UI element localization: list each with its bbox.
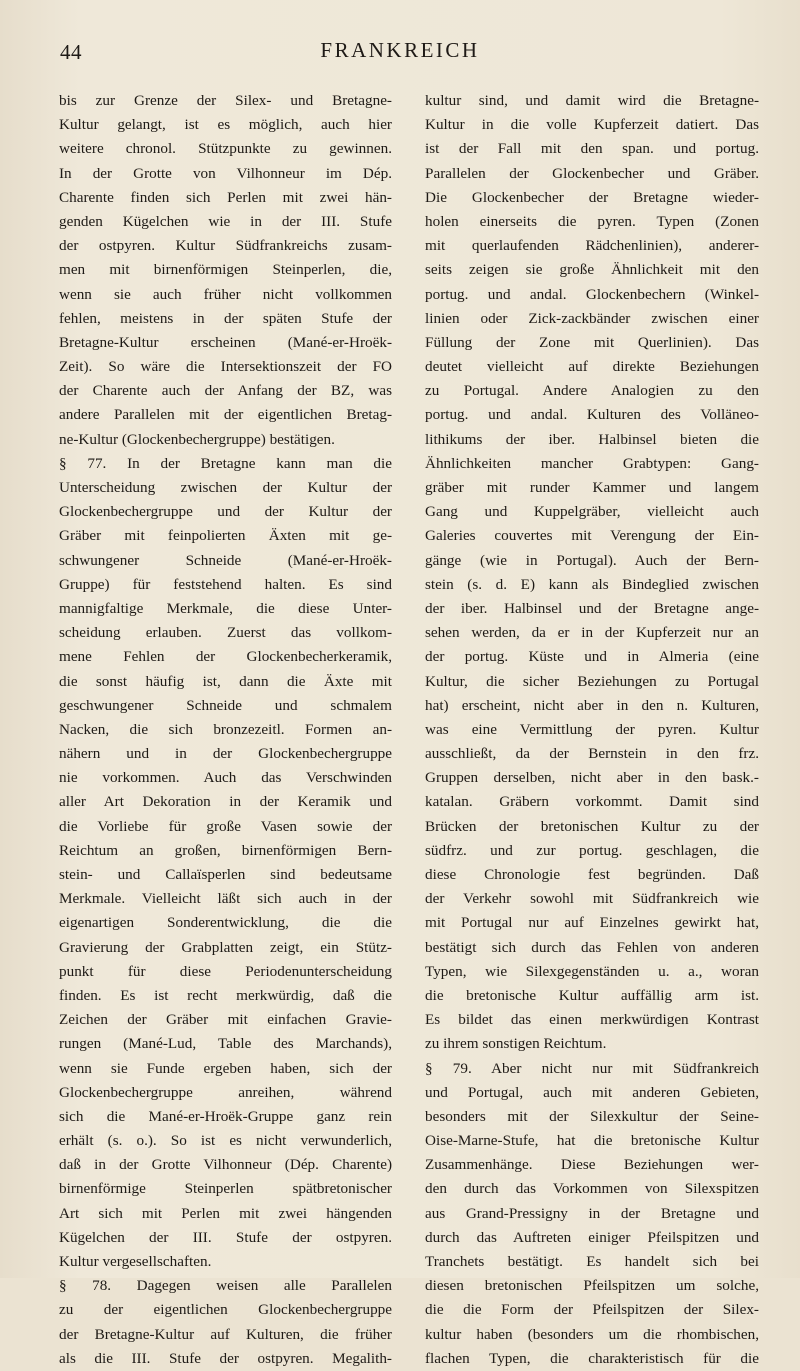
text-line: Kultur gelangt, ist es möglich, auch hier <box>59 116 392 134</box>
text-line: sich die Mané-er-Hroëk-Gruppe ganz rein <box>59 1107 392 1125</box>
text-line: hat) erscheint, nicht aber in den n. Kulturen, <box>425 696 759 714</box>
text-line: nie vorkommen. Auch das Verschwinden <box>59 769 392 787</box>
text-line: mannigfaltige Merkmale, die diese Unter- <box>59 599 392 617</box>
text-line: daß in der Grotte Vilhonneur (Dép. Charente) <box>59 1156 392 1174</box>
text-line: Gruppe) für feststehend halten. Es sind <box>59 575 392 593</box>
text-line: Glockenbechergruppe anreihen, während <box>59 1083 392 1101</box>
text-line: wenn sie Funde ergeben haben, sich der <box>59 1059 392 1077</box>
text-line: Ähnlichkeiten mancher Grabtypen: Gang- <box>425 454 759 472</box>
text-line: die die Form der Pfeilspitzen der Silex- <box>425 1301 759 1319</box>
text-line: Glockenbechergruppe und der Kultur der <box>59 503 392 521</box>
text-line: Unterscheidung zwischen der Kultur der <box>59 479 392 496</box>
text-line: Nacken, die sich bronzezeitl. Formen an- <box>59 720 392 738</box>
left-text-column <box>59 89 392 1371</box>
text-line: Reichtum an großen, birnenförmigen Bern- <box>59 841 392 859</box>
text-line: bis zur Grenze der Silex- und Bretagne- <box>59 92 392 109</box>
text-line: zu Portugal. Andere Analogien zu den <box>425 382 759 400</box>
text-line: birnenförmige Steinperlen spätbretonischer <box>59 1180 392 1198</box>
text-line: Art sich mit Perlen mit zwei hängenden <box>59 1204 392 1222</box>
text-line: katalan. Gräbern vorkommt. Damit sind <box>425 793 759 811</box>
text-line: und Portugal, auch mit anderen Gebieten, <box>425 1083 759 1101</box>
text-line: Es bildet das einen merkwürdigen Kontrast <box>425 1011 759 1029</box>
text-line: scheidung erlauben. Zuerst das vollkom- <box>59 624 392 642</box>
text-line: gräber mit runder Kammer und langem <box>425 479 759 496</box>
text-line: lithikums der iber. Halbinsel bieten die <box>425 430 759 448</box>
text-line: § 77. In der Bretagne kann man die <box>59 454 392 472</box>
text-line: bestätigt sich durch das Fehlen von anderen <box>425 938 759 956</box>
text-line: § 79. Aber nicht nur mit Südfrankreich <box>425 1059 759 1077</box>
text-line: portug. und andal. Glockenbechern (Winkel- <box>425 285 759 303</box>
text-line: ist der Fall mit den span. und portug. <box>425 140 759 158</box>
text-line: erhält (s. o.). So ist es nicht verwunderlich, <box>59 1132 392 1150</box>
text-line: portug. und andal. Kulturen des Volläneo- <box>425 406 759 424</box>
text-line: Kultur, die sicher Beziehungen zu Portugal <box>425 672 759 690</box>
text-line: der Charente auch der Anfang der BZ, was <box>59 382 392 400</box>
text-line: kultur sind, und damit wird die Bretagne- <box>425 92 759 109</box>
text-line: der Bretagne-Kultur auf Kulturen, die früher <box>59 1325 392 1343</box>
text-line: der ostpyren. Kultur Südfrankreichs zusam- <box>59 237 392 255</box>
text-line: andere Parallelen mit der eigentlichen Bretag- <box>59 406 392 424</box>
text-line: men mit birnenförmigen Steinperlen, die, <box>59 261 392 279</box>
text-line: ne-Kultur (Glockenbechergruppe) bestätigen. <box>59 430 335 448</box>
text-line: was eine Vermittlung der pyren. Kultur <box>425 720 759 738</box>
text-line: diesen bretonischen Pfeilspitzen um solche, <box>425 1277 759 1295</box>
text-line: flachen Typen, die charakteristisch für die <box>425 1349 759 1367</box>
text-line: nähern und in der Glockenbechergruppe <box>59 745 392 763</box>
text-line: geschwungener Schneide und schmalem <box>59 696 392 714</box>
text-line: In der Grotte von Vilhonneur im Dép. <box>59 164 392 182</box>
text-line: Typen, wie Silexgegenständen u. a., woran <box>425 962 759 980</box>
text-line: weitere chronol. Stützpunkte zu gewinnen. <box>59 140 392 158</box>
text-line: § 78. Dagegen weisen alle Parallelen <box>59 1277 392 1295</box>
text-line: Tranchets bestätigt. Es handelt sich bei <box>425 1253 759 1270</box>
text-line: rungen (Mané-Lud, Table des Marchands), <box>59 1035 392 1053</box>
text-line: stein (s. d. E) kann als Bindeglied zwischen <box>425 575 759 593</box>
text-line: Bretagne-Kultur erscheinen (Mané-er-Hroëk- <box>59 333 392 351</box>
text-line: Gang und Kuppelgräber, vielleicht auch <box>425 503 759 521</box>
text-line: finden. Es ist recht merkwürdig, daß die <box>59 986 392 1004</box>
text-line: Oise-Marne-Stufe, hat die bretonische Kultur <box>425 1132 759 1150</box>
text-line: deutet vielleicht auf direkte Beziehungen <box>425 358 759 376</box>
text-line: mit querlaufenden Rädchenlinien), anderer- <box>425 237 759 255</box>
text-line: kultur haben (besonders um die rhombischen, <box>425 1325 759 1343</box>
text-line: fehlen, meistens in der späten Stufe der <box>59 309 392 327</box>
text-line: seits zeigen sie große Ähnlichkeit mit den <box>425 261 759 279</box>
text-line: Galeries couvertes mit Verengung der Ein- <box>425 527 759 545</box>
text-line: Kügelchen der III. Stufe der ostpyren. <box>59 1228 392 1246</box>
text-line: gänge (wie in Portugal). Auch der Bern- <box>425 551 759 569</box>
text-line: ausschließt, da der Bernstein in den frz. <box>425 745 759 763</box>
text-line: mit Portugal nur auf Einzelnes gewirkt hat, <box>425 914 759 932</box>
text-line: Gräber mit feinpolierten Äxten mit ge- <box>59 527 392 545</box>
text-line: zu ihrem sonstigen Reichtum. <box>425 1035 607 1053</box>
text-line: Die Glockenbecher der Bretagne wieder- <box>425 188 759 206</box>
text-line: Zusammenhänge. Diese Beziehungen wer- <box>425 1156 759 1174</box>
text-line: Charente finden sich Perlen mit zwei hän- <box>59 188 392 206</box>
text-line: genden Kügelchen wie in der III. Stufe <box>59 212 392 230</box>
text-line: schwungener Schneide (Mané-er-Hroëk- <box>59 551 392 569</box>
text-line: zu der eigentlichen Glockenbechergruppe <box>59 1301 392 1319</box>
text-line: Zeit). So wäre die Intersektionszeit der FO <box>59 358 392 376</box>
text-line: der portug. Küste und in Almeria (eine <box>425 648 759 666</box>
text-line: den durch das Vorkommen von Silexspitzen <box>425 1180 759 1198</box>
text-line: aller Art Dekoration in der Keramik und <box>59 793 392 811</box>
text-line: der Verkehr sowohl mit Südfrankreich wie <box>425 890 759 908</box>
text-line: aus Grand-Pressigny in der Bretagne und <box>425 1204 759 1222</box>
text-line: besonders mit der Silexkultur der Seine- <box>425 1107 759 1125</box>
text-line: durch das Auftreten einiger Pfeilspitzen und <box>425 1228 759 1246</box>
text-line: die bretonische Kultur auffällig arm ist. <box>425 986 759 1004</box>
text-line: als die III. Stufe der ostpyren. Megalith- <box>59 1349 392 1367</box>
right-text-column <box>425 89 759 1371</box>
text-line: die Vorliebe für große Vasen sowie der <box>59 817 392 835</box>
text-line: Gravierung der Grabplatten zeigt, ein Stütz- <box>59 938 392 956</box>
text-line: diese Chronologie fest begründen. Daß <box>425 866 759 883</box>
text-line: holen einerseits die pyren. Typen (Zonen <box>425 212 759 230</box>
text-line: linien oder Zick-zackbänder zwischen einer <box>425 309 759 327</box>
page-number: 44 <box>60 40 82 64</box>
running-head: FRANKREICH <box>320 38 480 62</box>
text-line: südfrz. und zur portug. geschlagen, die <box>425 841 759 859</box>
text-line: stein- und Callaïsperlen sind bedeutsame <box>59 866 392 883</box>
text-line: Zeichen der Gräber mit einfachen Gravie- <box>59 1011 392 1029</box>
text-line: Parallelen der Glockenbecher und Gräber. <box>425 164 759 182</box>
text-line: Kultur in die volle Kupferzeit datiert. Das <box>425 116 759 134</box>
text-line: mene Fehlen der Glockenbecherkeramik, <box>59 648 392 666</box>
text-line: Brücken der bretonischen Kultur zu der <box>425 817 759 835</box>
text-line: sehen werden, da er in der Kupferzeit nur an <box>425 624 759 642</box>
text-line: wenn sie auch früher nicht vollkommen <box>59 285 392 303</box>
text-line: eigenartigen Sonderentwicklung, die die <box>59 914 392 932</box>
text-line: Kultur vergesellschaften. <box>59 1253 212 1270</box>
text-line: Merkmale. Vielleicht läßt sich auch in der <box>59 890 392 908</box>
text-line: Füllung der Zone mit Querlinien). Das <box>425 333 759 351</box>
text-line: Gruppen derselben, nicht aber in den bask.- <box>425 769 759 787</box>
text-line: punkt für diese Periodenunterscheidung <box>59 962 392 980</box>
text-line: der iber. Halbinsel und der Bretagne ange- <box>425 599 759 617</box>
text-line: die sonst häufig ist, dann die Äxte mit <box>59 672 392 690</box>
